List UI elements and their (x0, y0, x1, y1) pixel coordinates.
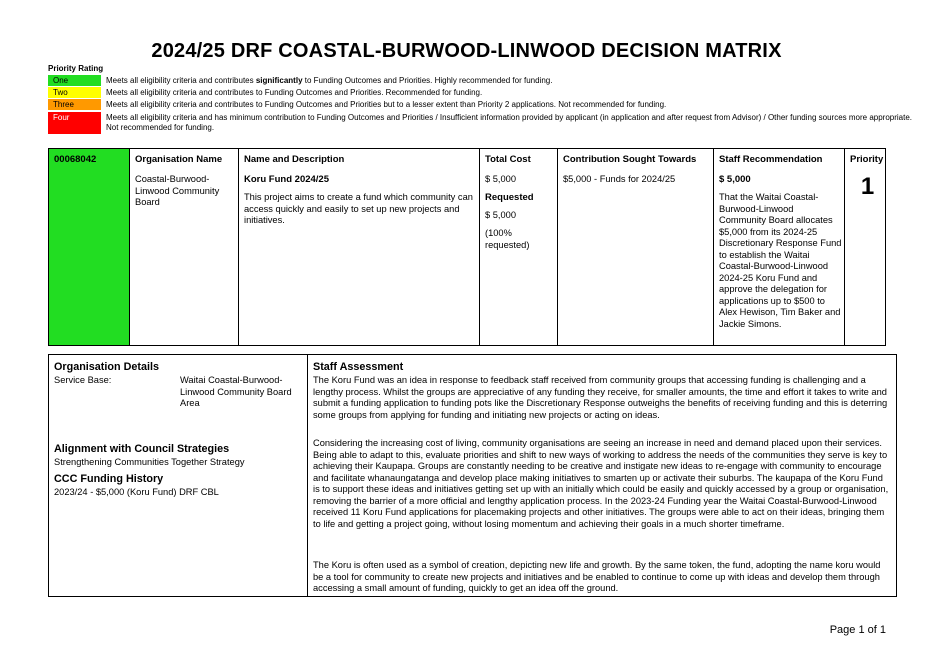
requested-amount: $ 5,000 (485, 210, 517, 220)
recommendation-text: That the Waitai Coastal-Burwood-Linwood Community Board allocates $5,000 from its 2024-25 Discretionary Response Fund to establish the Waitai Coastal-Burwood-Linwood 2024-25 Koru Fund and approve the delegation for applications up to $500 to Alex Hewison, Tim Baker and Jackie Simons. (719, 192, 842, 329)
assessment-paragraph: The Koru is often used as a symbol of creation, depicting new life and growth. By the same token, the fund, adopting the name koru would be a tool for community to create new projects and initiatives and be enabled to continue to come up with ideas and develop them through accessing a small amount of funding, quickly to get an idea off the ground. (313, 560, 881, 593)
recommendation-cell (714, 149, 845, 345)
priority-heading: Priority (850, 154, 884, 165)
organisation-details-panel (49, 355, 308, 596)
cost-cell (480, 149, 558, 345)
priority-swatch: Three (48, 99, 101, 110)
assessment-paragraph: Considering the increasing cost of living, community organisations are seeing an increase in need and demand placed upon their services. Being able to adapt to this, evaluate priorities and shift to new ways of working to address the needs of the communities they serve is key to achieving their Kaupapa. Groups are constantly needing to be creative and instigate new ideas to re-engage with community to encourage and facilitate whanaungatanga and develop place making initiatives to smarten up or activate their suburbs. The kaupapa of the Koru Fund is to support these ideas and initiatives getting set up with an initially which could be easily and quickly accessed by a group or organisation, removing the barrier of a more official and lengthy application process. In the 2023-24 Funding year the Waitai Coastal-Burwood-Linwood received 11 Koru Fund applications for placemaking projects and other initiatives. The groups were able to act on their ideas, bringing them to life and getting a project going, without losing momentum and achieving their goals in a much shorter timeframe. (313, 438, 889, 529)
org-name-heading: Organisation Name (135, 154, 223, 165)
total-cost: $ 5,000 (485, 174, 517, 184)
priority-swatch: Two (48, 87, 101, 98)
application-table (48, 148, 886, 346)
alignment-heading: Alignment with Council Strategies (54, 443, 230, 455)
recommendation-heading: Staff Recommendation (719, 154, 823, 165)
application-id: 00068042 (54, 154, 97, 165)
org-name: Coastal-Burwood-Linwood Community Board (135, 174, 220, 207)
priority-swatch: Four (48, 112, 101, 134)
priority-description: Meets all eligibility criteria and contributes to Funding Outcomes and Priorities but to a lesser extent than Priority 2 applications. Not recommended for funding. (106, 100, 667, 109)
organisation-cell (130, 149, 239, 345)
description-cell (239, 149, 480, 345)
priority-description: Meets all eligibility criteria and contributes significantly to Funding Outcomes and Priorities. Highly recommended for funding. (106, 76, 553, 85)
assessment-paragraph: The Koru Fund was an idea in response to feedback staff received from community groups that accessing funding is challenging and a lengthy process. Whilst the groups are appreciative of any funding they receive, for smaller amounts, the time and effort it takes to write and submit a funding application to funding pots like the Discretionary Response outweighs the benefits of receiving funding and this is deterring some groups from applying for funding and initiating new projects or acting on ideas. (313, 375, 888, 420)
service-base-value: Waitai Coastal-Burwood-Linwood Community Board Area (180, 375, 292, 408)
project-name: Koru Fund 2024/25 (244, 174, 329, 185)
name-description-heading: Name and Description (244, 154, 345, 165)
requested-percentage: (100% requested) (485, 228, 530, 250)
assessment-table (48, 354, 897, 597)
staff-assessment-panel (308, 355, 896, 596)
contribution-cell (558, 149, 714, 345)
priority-description: Meets all eligibility criteria and contributes to Funding Outcomes and Priorities. Recommended for funding. (106, 88, 483, 97)
priority-description: Meets all eligibility criteria and has minimum contribution to Funding Outcomes and Priorities / Insufficient information provided by applicant (in application and after request from Advisor) / Other funding sources more appropriate. Not recommended for funding. (106, 113, 913, 132)
page-number: Page 1 of 1 (829, 624, 886, 636)
requested-heading: Requested (485, 192, 534, 203)
total-cost-heading: Total Cost (485, 154, 531, 165)
funding-history-text: 2023/24 - $5,000 (Koru Fund) DRF CBL (54, 487, 219, 497)
contribution-value: $5,000 - Funds for 2024/25 (563, 174, 676, 184)
service-base-label: Service Base: (54, 375, 112, 385)
funding-history-heading: CCC Funding History (54, 473, 164, 485)
alignment-text: Strengthening Communities Together Strategy (54, 457, 245, 467)
project-description: This project aims to create a fund which community can access quickly and easily to set up new projects and initiatives. (244, 192, 473, 225)
org-details-heading: Organisation Details (54, 361, 159, 373)
application-id-cell (49, 149, 130, 345)
recommendation-amount: $ 5,000 (719, 174, 751, 185)
page-title: 2024/25 DRF COASTAL-BURWOOD-LINWOOD DECISION MATRIX (151, 40, 782, 62)
priority-value: 1 (860, 173, 875, 200)
contribution-heading: Contribution Sought Towards (563, 154, 697, 165)
priority-cell (845, 149, 885, 345)
priority-swatch: One (48, 75, 101, 86)
priority-rating-heading: Priority Rating (48, 64, 104, 73)
staff-assessment-heading: Staff Assessment (313, 361, 404, 373)
